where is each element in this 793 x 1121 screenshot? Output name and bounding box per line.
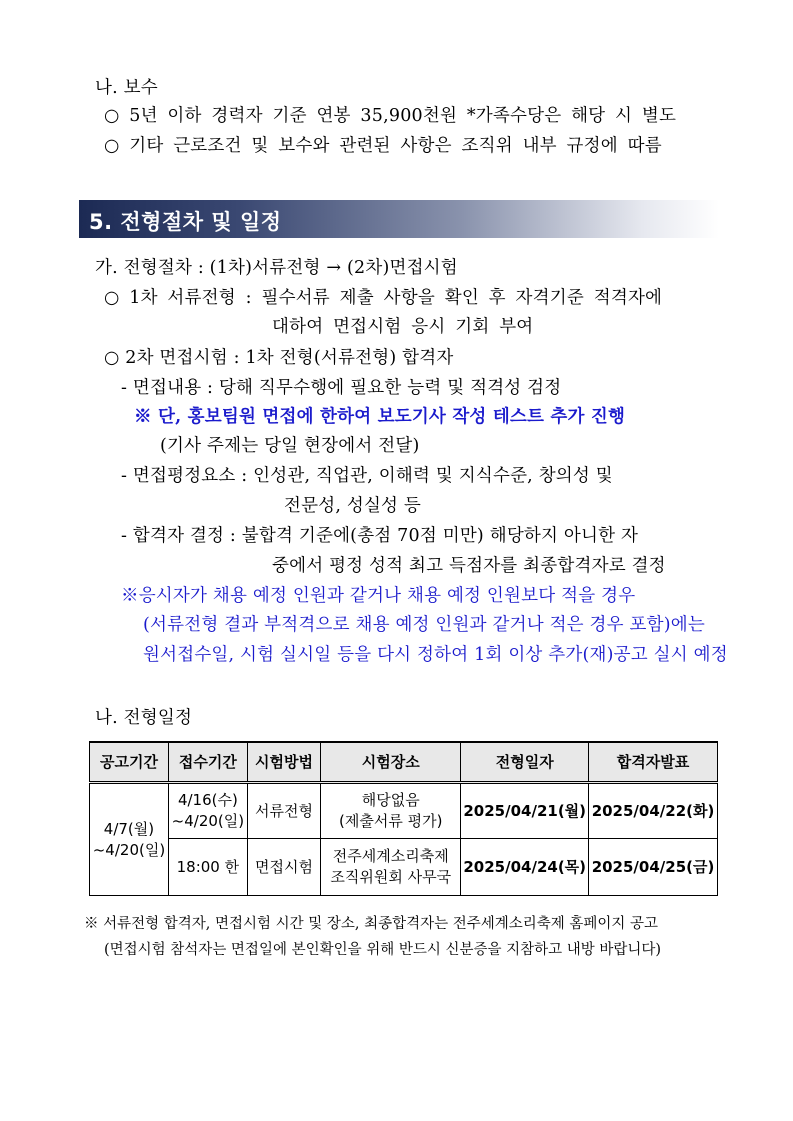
pay-item: ○ 기타 근로조건 및 보수와 관련된 사항은 조직위 내부 규정에 따름 — [104, 136, 662, 156]
col-header: 접수기간 — [168, 742, 247, 783]
reannounce-line: ※응시자가 채용 예정 인원과 같거나 채용 예정 인원보다 적을 경우 — [121, 586, 636, 606]
announce-period-line: 4/7(월) — [103, 819, 155, 838]
reannounce-line: (서류전형 결과 부적격으로 채용 예정 인원과 같거나 적은 경우 포함)에는 — [143, 615, 705, 635]
receipt-cell — [168, 783, 247, 839]
pay-item: ○ 5년 이하 경력자 기준 연봉 35,900천원 *가족수당은 해당 시 별도 — [104, 106, 677, 126]
section-5-header — [79, 200, 719, 238]
evaluation-line: 전문성, 성실성 등 — [284, 496, 422, 516]
announce-period-cell — [90, 783, 169, 896]
place-cell — [321, 783, 461, 839]
place-cell — [321, 839, 461, 896]
exam-date-cell: 2025/04/24(목) — [461, 839, 589, 896]
table-row — [90, 783, 718, 839]
receipt-line: 18:00 한 — [176, 857, 240, 876]
pay-heading: 나. 보수 — [95, 78, 158, 98]
interview-content: - 면접내용 : 당해 직무수행에 필요한 능력 및 적격성 검정 — [121, 378, 562, 398]
place-line: 조직위원회 사무국 — [330, 868, 452, 886]
second-stage-line: ○ 2차 면접시험 : 1차 전형(서류전형) 합격자 — [104, 348, 454, 368]
receipt-cell — [168, 839, 247, 896]
place-line: 해당없음 — [361, 791, 420, 809]
first-stage-line: 대하여 면접시험 응시 기회 부여 — [272, 317, 534, 337]
method-cell: 서류전형 — [247, 783, 320, 839]
receipt-line: ~4/20(일) — [171, 812, 245, 830]
receipt-line: 4/16(수) — [177, 791, 238, 809]
section-5-title: 5. 전형절차 및 일정 — [89, 210, 282, 234]
announce-period-line: ~4/20(일) — [92, 840, 166, 859]
footer-note: (면접시험 참석자는 면접일에 본인확인을 위해 반드시 신분증을 지참하고 내방 바랍니다) — [104, 942, 662, 958]
col-header: 합격자발표 — [589, 742, 718, 783]
table-row — [90, 839, 718, 896]
col-header: 시험방법 — [247, 742, 320, 783]
result-date-cell: 2025/04/25(금) — [589, 839, 718, 896]
decision-line: - 합격자 결정 : 불합격 기준에(총점 70점 미만) 해당하지 아니한 자 — [121, 526, 639, 546]
place-line: (제출서류 평가) — [339, 812, 443, 830]
reannounce-line: 원서접수일, 시험 실시일 등을 다시 정하여 1회 이상 추가(재)공고 실시 예정 — [143, 645, 728, 665]
decision-line: 중에서 평정 성적 최고 득점자를 최종합격자로 결정 — [272, 556, 666, 576]
col-header: 공고기간 — [90, 742, 169, 783]
footer-note: ※ 서류전형 합격자, 면접시험 시간 및 장소, 최종합격자는 전주세계소리축제 홈페이지 공고 — [84, 916, 659, 932]
method-cell: 면접시험 — [247, 839, 320, 896]
result-date-cell: 2025/04/22(화) — [589, 783, 718, 839]
col-header: 전형일자 — [461, 742, 589, 783]
col-header: 시험장소 — [321, 742, 461, 783]
pr-team-note: ※ 단, 홍보팀원 면접에 한하여 보도기사 작성 테스트 추가 진행 — [134, 407, 626, 427]
schedule-heading: 나. 전형일정 — [95, 708, 193, 728]
schedule-table — [89, 741, 718, 896]
procedure-heading: 가. 전형절차 : (1차)서류전형 → (2차)면접시험 — [95, 258, 458, 278]
first-stage-line: ○ 1차 서류전형 : 필수서류 제출 사항을 확인 후 자격기준 적격자에 — [104, 288, 663, 308]
topic-note: (기사 주제는 당일 현장에서 전달) — [160, 436, 420, 456]
evaluation-line: - 면접평정요소 : 인성관, 직업관, 이해력 및 지식수준, 창의성 및 — [121, 466, 613, 486]
exam-date-cell: 2025/04/21(월) — [461, 783, 589, 839]
place-line: 전주세계소리축제 — [332, 847, 449, 865]
